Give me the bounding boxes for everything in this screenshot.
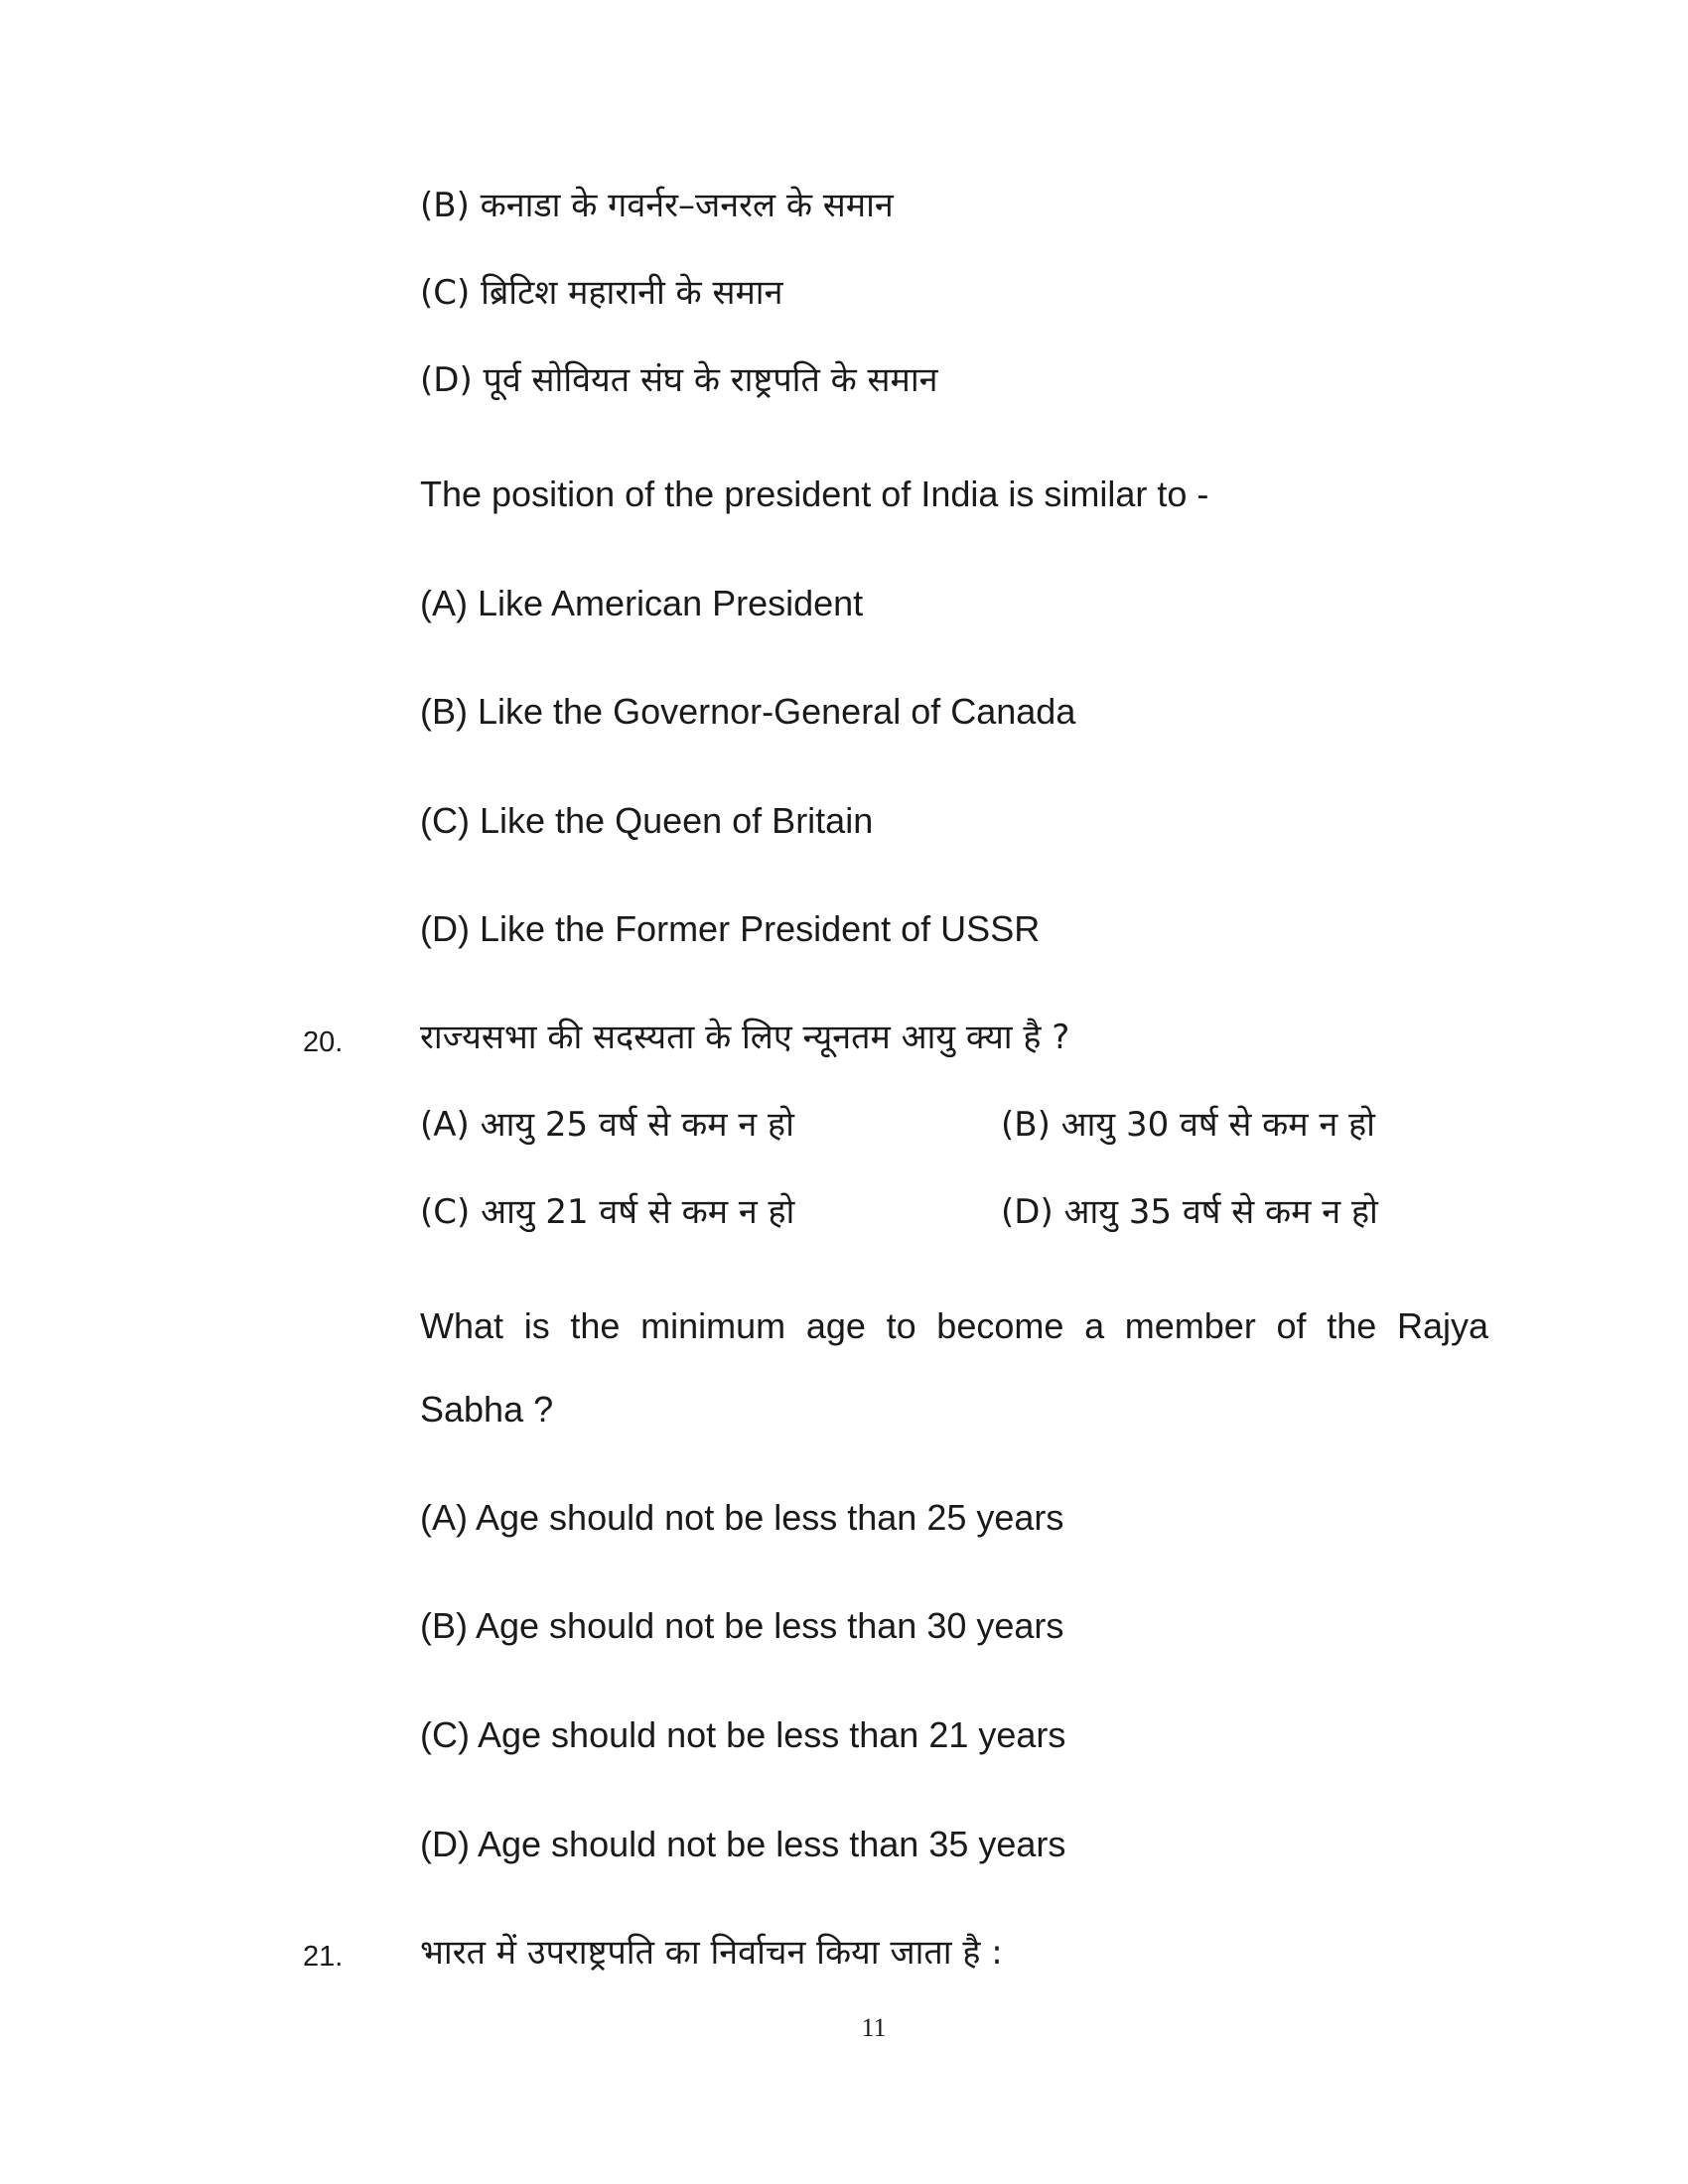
q20-en-question-line2: Sabha ? [420, 1389, 554, 1430]
q19-en-question: The position of the president of India is similar to - [420, 474, 1209, 514]
q20-hi-option-b: (B) आयु 30 वर्ष से कम न हो [1001, 1105, 1375, 1145]
q20-hi-option-d: (D) आयु 35 वर्ष से कम न हो [1001, 1192, 1378, 1232]
q20-en-option-b: (B) Age should not be less than 30 years [420, 1605, 1064, 1646]
page-number: 11 [861, 2013, 887, 2042]
q20-hi-option-a: (A) आयु 25 वर्ष से कम न हो [420, 1105, 794, 1145]
q19-hi-option-b: (B) कनाडा के गवर्नर–जनरल के समान [420, 186, 894, 225]
q20-hi-option-c: (C) आयु 21 वर्ष से कम न हो [420, 1192, 795, 1232]
q21-hi-question: भारत में उपराष्ट्रपति का निर्वाचन किया जाता है : [420, 1933, 1003, 1973]
q20-en-option-a: (A) Age should not be less than 25 years [420, 1497, 1064, 1538]
q20-hi-question: राज्यसभा की सदस्यता के लिए न्यूनतम आयु क्या है ? [420, 1018, 1070, 1057]
q19-hi-option-c: (C) ब्रिटिश महारानी के समान [420, 273, 783, 313]
q20-en-question-line1: What is the minimum age to become a member of the Rajya [420, 1305, 1488, 1346]
q20-en-option-d: (D) Age should not be less than 35 years [420, 1824, 1066, 1864]
q20-number: 20. [303, 1026, 344, 1058]
q19-hi-option-d: (D) पूर्व सोवियत संघ के राष्ट्रपति के समान [420, 360, 938, 400]
q20-en-option-c: (C) Age should not be less than 21 years [420, 1714, 1066, 1755]
q19-en-option-d: (D) Like the Former President of USSR [420, 908, 1041, 949]
q21-number: 21. [303, 1941, 344, 1973]
q19-en-option-c: (C) Like the Queen of Britain [420, 800, 874, 841]
q19-en-option-a: (A) Like American President [420, 583, 864, 623]
q19-en-option-b: (B) Like the Governor-General of Canada [420, 691, 1076, 732]
